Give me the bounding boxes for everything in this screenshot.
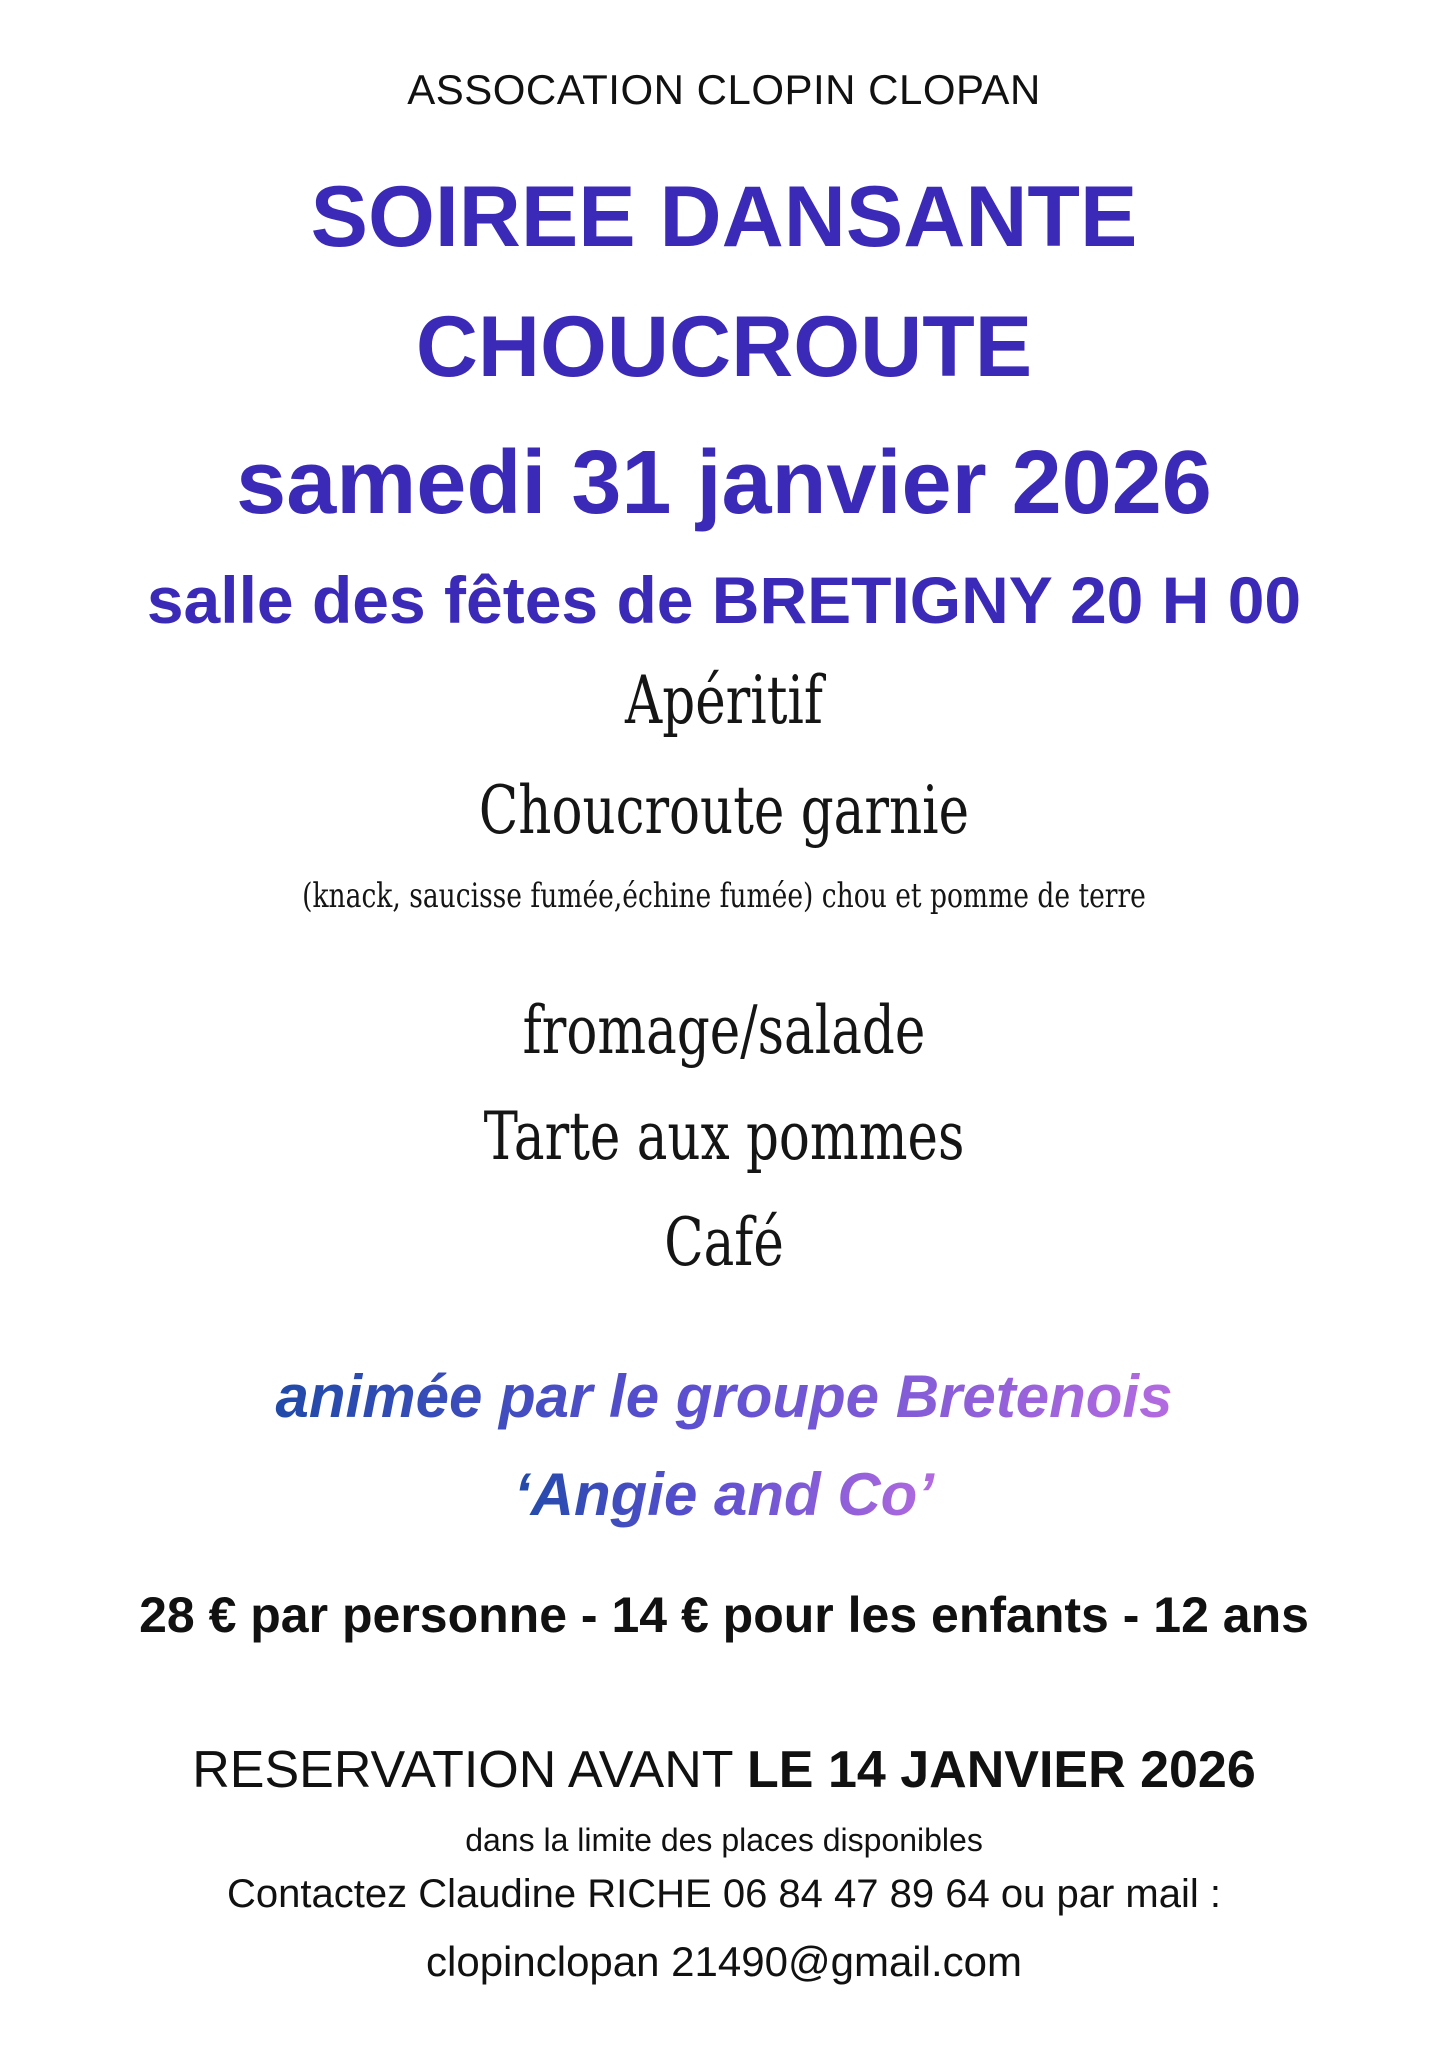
menu-item-dessert: Tarte aux pommes xyxy=(483,1098,965,1175)
event-venue-time: salle des fêtes de BRETIGNY 20 H 00 xyxy=(146,563,1302,637)
reservation-deadline: LE 14 JANVIER 2026 xyxy=(747,1741,1256,1799)
band-line1-wrapper xyxy=(0,1362,1448,1431)
contact-info: Contactez Claudine RICHE 06 84 47 89 64 ou par mail : xyxy=(227,1872,1221,1916)
price-info: 28 € par personne - 14 € pour les enfants - 12 ans xyxy=(139,1587,1309,1643)
contact-email: clopinclopan 21490@gmail.com xyxy=(426,1938,1022,1985)
reservation-line xyxy=(0,1740,1448,1800)
association-name: ASSOCATION CLOPIN CLOPAN xyxy=(407,66,1041,113)
menu-item-main-detail: (knack, saucisse fumée,échine fumée) chou et pomme de terre xyxy=(302,876,1146,916)
band-name: ‘Angie and Co’ xyxy=(506,1461,942,1528)
reservation-prefix: RESERVATION AVANT xyxy=(192,1741,748,1799)
menu-item-coffee: Café xyxy=(664,1204,784,1281)
event-title-line1: SOIREE DANSANTE xyxy=(310,169,1138,265)
event-title-line2: CHOUCROUTE xyxy=(415,299,1033,395)
event-date: samedi 31 janvier 2026 xyxy=(236,433,1212,533)
reservation-limit-note: dans la limite des places disponibles xyxy=(465,1822,983,1858)
menu-item-main: Choucroute garnie xyxy=(478,772,970,849)
menu-item-cheese: fromage/salade xyxy=(522,992,926,1069)
menu-item-aperitif: Apéritif xyxy=(625,662,823,739)
band-line2-wrapper xyxy=(0,1460,1448,1529)
band-line1: animée par le groupe Bretenois xyxy=(268,1363,1181,1430)
